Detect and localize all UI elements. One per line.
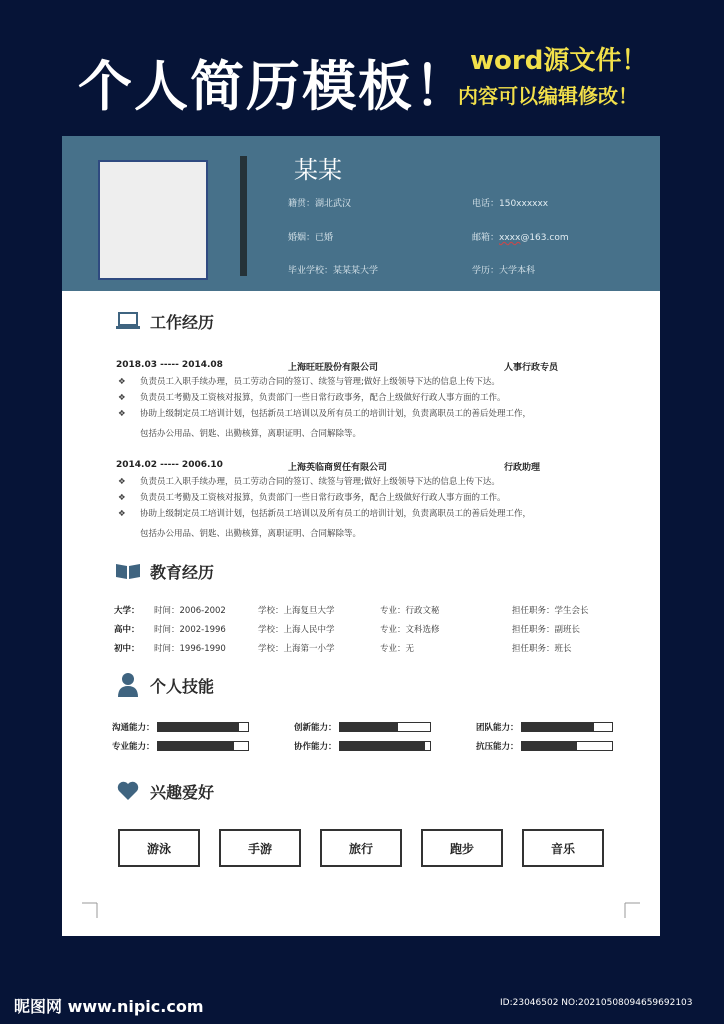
banner-tag-line1: word源文件！ (470, 46, 648, 76)
edu-row-1-school: 学校：上海复旦大学 (258, 606, 335, 616)
section-skills-title (114, 672, 214, 698)
section-work-label: 工作经历 (150, 312, 215, 332)
corner-mark-right (624, 902, 640, 918)
skill-5: 协作能力： (294, 740, 431, 752)
person-name: 某某 (294, 156, 342, 184)
resume-header (62, 136, 660, 291)
diamond-icon: ❖ (118, 393, 126, 403)
skill-3-bar (521, 722, 613, 732)
info-email-domain: @163.com (520, 233, 569, 243)
job-1-period: 2018.03 ----- 2014.08 (116, 360, 223, 370)
diamond-icon: ❖ (118, 509, 126, 519)
section-skills-label: 个人技能 (150, 676, 215, 696)
job-2-bullet-2: ❖ 负责员工考勤及工资核对报算，负责部门一些日常行政事务，配合上级做好行政人事方面的工作。 (118, 490, 628, 506)
edu-row-1-major: 专业：行政文秘 (380, 606, 440, 616)
edu-row-3-level: 初中： (114, 644, 140, 654)
edu-row-2-post: 担任职务：副班长 (512, 625, 581, 635)
heart-icon (114, 780, 142, 802)
skill-3: 团队能力： (476, 721, 613, 733)
open-book-icon (114, 560, 142, 582)
job-2-role: 行政助理 (504, 463, 541, 473)
edu-row-3-time: 时间：1996-1990 (154, 644, 226, 654)
site-logo: 昵图网 www.nipic.com (14, 997, 204, 1016)
hobby-music: 音乐 (522, 829, 604, 867)
corner-mark-left (82, 902, 98, 918)
hobby-mobile-games: 手游 (219, 829, 301, 867)
info-email-user: xxxx (499, 233, 521, 243)
banner-title: 个人简历模板！ (78, 55, 470, 118)
info-email-label: 邮箱： (472, 233, 500, 243)
job-1-header (116, 360, 559, 373)
section-work-title (114, 308, 214, 334)
header-divider (240, 156, 247, 276)
photo-placeholder (98, 160, 208, 280)
diamond-icon: ❖ (118, 377, 126, 387)
skill-2-fill (340, 723, 399, 731)
hobby-running: 跑步 (421, 829, 503, 867)
banner-tag-line2: 内容可以编辑修改！ (458, 84, 638, 108)
info-phone: 电话：150xxxxxx (472, 199, 549, 209)
edu-row-2-school: 学校：上海人民中学 (258, 625, 335, 635)
skill-3-fill (522, 723, 594, 731)
hobby-swimming: 游泳 (118, 829, 200, 867)
edu-row-2-time: 时间：2002-1996 (154, 625, 226, 635)
resume-sheet (62, 136, 660, 936)
job-1-bullet-1: ❖ 负责员工入职手续办理，员工劳动合同的签订、续签与管理;做好上级领导下达的信息上传下达。 (118, 374, 628, 390)
skill-4-bar (157, 741, 249, 751)
job-2-bullet-3: ❖ 协助上级制定员工培训计划，包括新员工培训以及所有员工的培训计划，负责离职员工的善后处理工作， (118, 506, 628, 522)
edu-row-3-major: 专业：无 (380, 644, 415, 654)
skill-1: 沟通能力： (112, 721, 249, 733)
diamond-icon: ❖ (118, 477, 126, 487)
hobby-travel: 旅行 (320, 829, 402, 867)
skill-2-bar (339, 722, 431, 732)
info-degree: 学历：大学本科 (472, 266, 536, 276)
job-2-continuation: 包括办公用品、钥匙、出勤核算，离职证明、合同解除等。 (140, 529, 362, 539)
job-1-bullet-3: ❖ 协助上级制定员工培训计划，包括新员工培训以及所有员工的培训计划，负责离职员工的善后处理工作， (118, 406, 628, 422)
edu-row-2-level: 高中： (114, 625, 140, 635)
edu-row-3-post: 担任职务：班长 (512, 644, 572, 654)
job-1-continuation: 包括办公用品、钥匙、出勤核算，离职证明、合同解除等。 (140, 429, 362, 439)
diamond-icon: ❖ (118, 493, 126, 503)
skill-6-fill (522, 742, 578, 750)
skill-1-fill (158, 723, 239, 731)
job-2-company: 上海英临商贸任有限公司 (288, 463, 388, 473)
edu-row-2-major: 专业：文科选修 (380, 625, 440, 635)
edu-row-1-time: 时间：2006-2002 (154, 606, 226, 616)
section-education-title (114, 558, 214, 584)
job-2-bullet-1: ❖ 负责员工入职手续办理，员工劳动合同的签订、续签与管理;做好上级领导下达的信息上传下达。 (118, 474, 628, 490)
edu-row-1-post: 担任职务：学生会长 (512, 606, 589, 616)
section-hobbies-label: 兴趣爱好 (150, 782, 215, 802)
skill-5-fill (340, 742, 426, 750)
job-1-role: 人事行政专员 (504, 363, 559, 373)
section-education-label: 教育经历 (150, 562, 215, 582)
skill-6-bar (521, 741, 613, 751)
job-1-bullet-2: ❖ 负责员工考勤及工资核对报算，负责部门一些日常行政事务，配合上级做好行政人事方面的工作。 (118, 390, 628, 406)
job-2-period: 2014.02 ----- 2006.10 (116, 460, 223, 470)
skill-1-bar (157, 722, 249, 732)
info-school: 毕业学校：某某某大学 (288, 266, 379, 276)
job-1-company: 上海旺旺股份有限公司 (288, 363, 379, 373)
section-hobbies-title (114, 778, 214, 804)
skill-6: 抗压能力： (476, 740, 613, 752)
diamond-icon: ❖ (118, 409, 126, 419)
laptop-icon (114, 310, 142, 332)
info-email (472, 230, 569, 243)
skill-4-fill (158, 742, 235, 750)
edu-row-3-school: 学校：上海第一小学 (258, 644, 335, 654)
job-2-header (116, 460, 541, 473)
skill-5-bar (339, 741, 431, 751)
skill-2: 创新能力： (294, 721, 431, 733)
info-marital: 婚姻：已婚 (288, 233, 334, 243)
info-hometown: 籍贯：湖北武汉 (288, 199, 352, 209)
edu-row-1-level: 大学： (114, 606, 140, 616)
person-icon (114, 674, 142, 696)
skill-4: 专业能力： (112, 740, 249, 752)
image-id: ID:23046502 NO:20210508094659692103 (500, 998, 693, 1008)
